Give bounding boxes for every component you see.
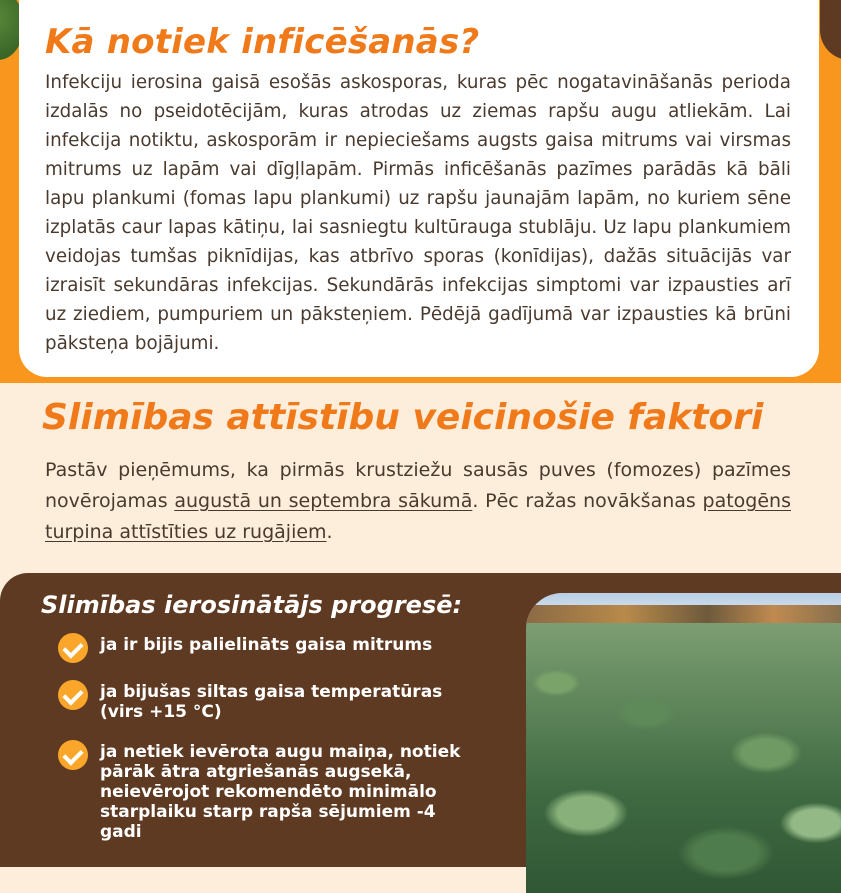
decor-corner-right (820, 0, 841, 60)
progress-list (58, 635, 478, 842)
factors-text-c: . (326, 521, 333, 543)
photo-treeline (526, 605, 841, 625)
infection-section (0, 0, 841, 383)
list-item-text: ja ir bijis palielināts gaisa mitrums (100, 635, 433, 655)
section-title-factors: Slimības attīstību veicinošie faktori (42, 397, 764, 438)
checkmark-icon (58, 740, 88, 770)
factors-text-a: Pastāv pieņēmums, ka pirmās krustziežu sausās puves (fomozes) pazīmes novērojamas (45, 459, 791, 512)
card-corner (779, 0, 819, 30)
list-item (58, 635, 478, 682)
progress-section (0, 573, 841, 867)
rapeseed-field-photo (526, 593, 841, 893)
list-item-text: ja bijušas siltas gaisa temperatūras (virs +15 °C) (100, 682, 443, 722)
factors-link-stubble[interactable]: patogēns turpina attīstīties uz rugājiem (45, 490, 791, 543)
infection-paragraph: Infekciju ierosina gaisā esošās askosporas, kuras pēc nogatavināšanās perioda izdalās no pseidotēcijām, kuras atrodas uz ziemas rapšu augu atliekām. Lai infekcija notiktu, askosporām ir nepieciešams augsts gaisa mitrums vai virsmas mitrums uz lapām vai dīgļlapām. Pirmās inficēšanās pazīmes parādās kā bāli lapu plankumi (fomas lapu plankumi) uz rapšu jaunajām lapām, no kuriem sēne izplatās caur lapas kātiņu, lai sasniegtu kultūrauga stublāju. Uz lapu plankumiem veidojas tumšas piknīdijas, kas atbrīvo sporas (konīdijas), dažās situācijās var izraisīt sekundāras infekcijas. Sekundārās infekcijas simptomi var izpausties arī uz ziediem, pumpuriem un pāksteņiem. Pēdējā gadījumā var izpausties kā brūni pāksteņa bojājumi. (45, 72, 791, 354)
list-item-text: ja netiek ievērota augu maiņa, notiek pārāk ātra atgriešanās augsekā, neievērojot rekomendēto minimālo starplaiku starp rapša sējumiem -4 gadi (100, 742, 461, 842)
factors-text-b: . Pēc ražas novākšanas (472, 490, 703, 512)
list-item (58, 742, 478, 842)
factors-paragraph (45, 455, 791, 548)
list-item (58, 682, 478, 742)
section-title-infection: Kā notiek inficēšanās? (45, 22, 480, 62)
photo-field (526, 623, 841, 893)
checkmark-icon (58, 633, 88, 663)
section-title-progress: Slimības ierosinātājs progresē: (41, 591, 463, 619)
checkmark-icon (58, 680, 88, 710)
factors-link-season[interactable]: augustā un septembra sākumā (174, 490, 473, 512)
